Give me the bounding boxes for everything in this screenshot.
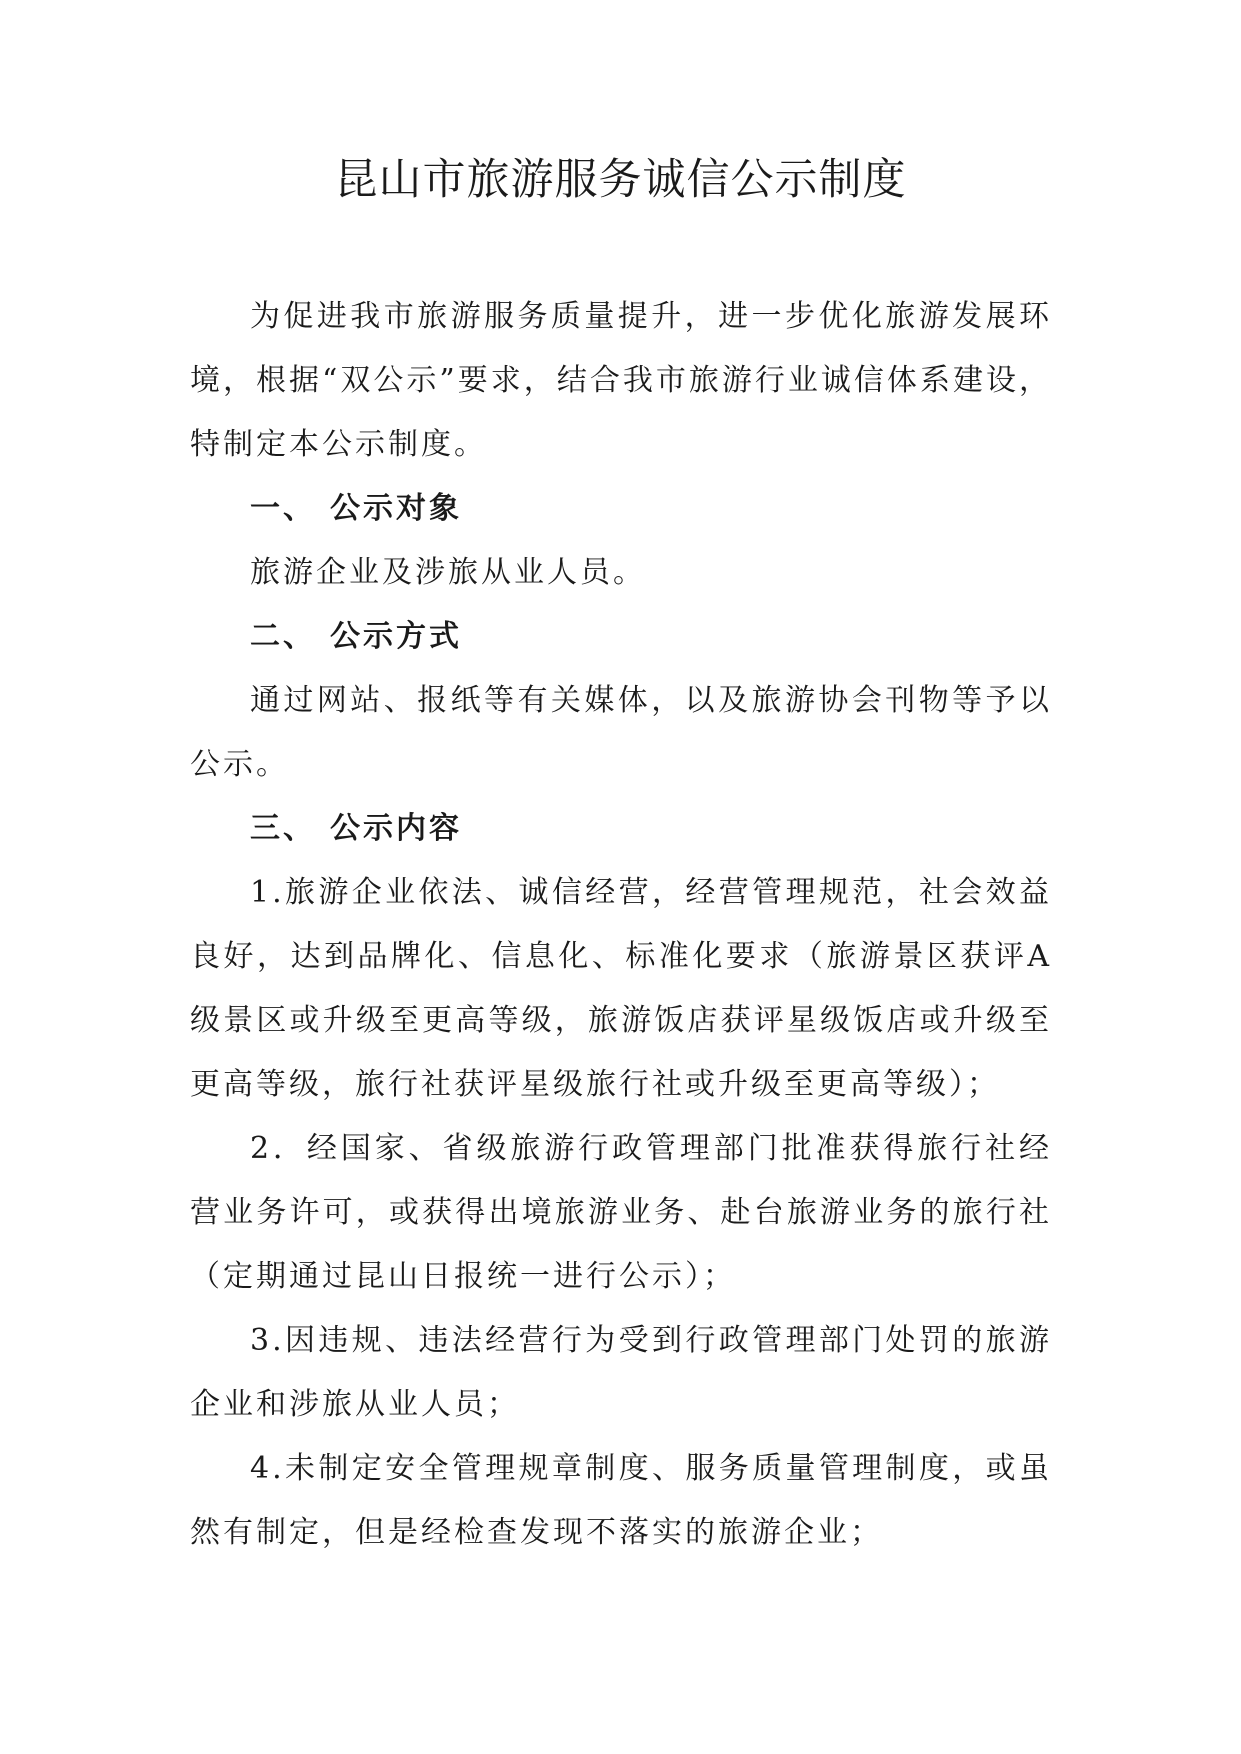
section-3-item-1: 1.旅游企业依法、诚信经营，经营管理规范，社会效益良好，达到品牌化、信息化、标准化要求（旅游景区获评A级景区或升级至更高等级，旅游饭店获评星级饭店或升级至更高等级，旅行社获评星级旅行社或升级至更高等级）； [190, 875, 1052, 1102]
section-3-item-4: 4.未制定安全管理规章制度、服务质量管理制度，或虽然有制定，但是经检查发现不落实的旅游企业； [190, 1451, 1052, 1550]
section-number-1: 一、 [250, 491, 316, 526]
section-3-item-2: 2．经国家、省级旅游行政管理部门批准获得旅行社经营业务许可，或获得出境旅游业务、赴台旅游业务的旅行社（定期通过昆山日报统一进行公示）； [190, 1131, 1052, 1294]
section-1-paragraph-1: 旅游企业及涉旅从业人员。 [250, 555, 646, 590]
intro-paragraph: 为促进我市旅游服务质量提升，进一步优化旅游发展环境，根据“双公示”要求，结合我市旅游行业诚信体系建设，特制定本公示制度。 [190, 299, 1052, 462]
document-body [190, 285, 1052, 1565]
section-title-1: 公示对象 [330, 491, 462, 526]
section-heading-2 [190, 605, 1052, 669]
document-title: 昆山市旅游服务诚信公示制度 [334, 155, 907, 205]
section-title-2: 公示方式 [330, 619, 462, 654]
section-number-2: 二、 [250, 619, 316, 654]
section-heading-1 [190, 477, 1052, 541]
section-3-item-3: 3.因违规、违法经营行为受到行政管理部门处罚的旅游企业和涉旅从业人员； [190, 1323, 1052, 1422]
section-number-3: 三、 [250, 811, 316, 846]
section-heading-3 [190, 797, 1052, 861]
section-title-3: 公示内容 [330, 811, 462, 846]
section-2-paragraph-1: 通过网站、报纸等有关媒体，以及旅游协会刊物等予以公示。 [190, 683, 1052, 782]
